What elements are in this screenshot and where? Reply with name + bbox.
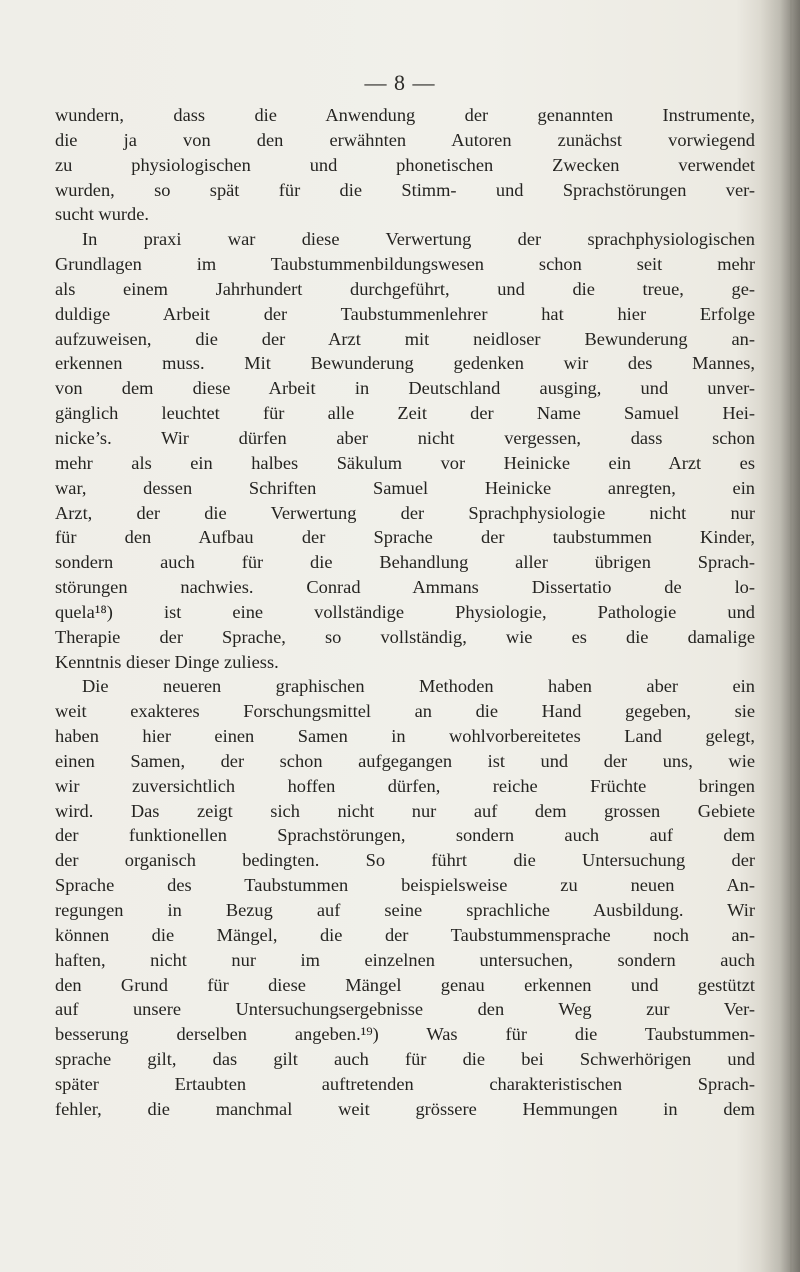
text-line: quela¹⁸) ist eine vollständige Physiologie, Pathologie und [55, 601, 755, 622]
text-line: den Grund für diese Mängel genau erkennen und gestützt [55, 974, 755, 995]
text-line: für den Aufbau der Sprache der taubstummen Kinder, [55, 527, 755, 548]
text-line: sondern auch für die Behandlung aller übrigen Sprach- [55, 552, 755, 573]
paragraph-start-line: Die neueren graphischen Methoden haben aber ein [82, 676, 755, 697]
text-line: erkennen muss. Mit Bewunderung gedenken wir des Mannes, [55, 353, 755, 374]
text-line: besserung derselben angeben.¹⁹) Was für die Taubstummen- [55, 1024, 755, 1045]
text-line: Grundlagen im Taubstummenbildungswesen schon seit mehr [55, 254, 755, 275]
text-line: wundern, dass die Anwendung der genannten Instrumente, [55, 105, 755, 125]
text-line: regungen in Bezug auf seine sprachliche Ausbildung. Wir [55, 900, 755, 920]
text-line: die ja von den erwähnten Autoren zunächst vorwiegend [55, 129, 755, 150]
text-line: störungen nachwies. Conrad Ammans Dissertatio de lo- [55, 577, 755, 598]
text-line: weit exakteres Forschungsmittel an die Hand gegeben, sie [55, 701, 755, 722]
text-line: Kenntnis dieser Dinge zuliess. [55, 651, 279, 672]
text-line: wurden, so spät für die Stimm- und Sprachstörungen ver- [55, 179, 755, 200]
text-line: aufzuweisen, die der Arzt mit neidloser Bewunderung an- [55, 328, 755, 349]
text-line: von dem diese Arbeit in Deutschland ausging, und unver- [55, 378, 755, 399]
text-line: sucht wurde. [55, 204, 149, 225]
paragraph-start-line: In praxi war diese Verwertung der sprachphysiologischen [82, 229, 755, 250]
text-line: der organisch bedingten. So führt die Untersuchung der [55, 850, 755, 871]
text-line: auf unsere Untersuchungsergebnisse den Weg zur Ver- [55, 999, 755, 1020]
text-line: wird. Das zeigt sich nicht nur auf dem grossen Gebiete [55, 800, 755, 821]
text-line: Arzt, der die Verwertung der Sprachphysiologie nicht nur [55, 502, 755, 523]
text-line: können die Mängel, die der Taubstummensprache noch an- [55, 924, 755, 945]
text-line: haben hier einen Samen in wohlvorbereitetes Land gelegt, [55, 726, 755, 747]
text-line: fehler, die manchmal weit grössere Hemmungen in dem [55, 1098, 755, 1119]
text-line: einen Samen, der schon aufgegangen ist und der uns, wie [55, 750, 755, 771]
text-line: war, dessen Schriften Samuel Heinicke anregten, ein [55, 477, 755, 498]
text-line: nicke’s. Wir dürfen aber nicht vergessen, dass schon [55, 427, 755, 448]
text-line: gänglich leuchtet für alle Zeit der Name Samuel Hei- [55, 403, 755, 424]
page-edge-shadow [760, 0, 800, 1272]
text-line: sprache gilt, das gilt auch für die bei Schwerhörigen und [55, 1049, 755, 1070]
page-number: — 8 — [364, 70, 436, 95]
text-line: duldige Arbeit der Taubstummenlehrer hat hier Erfolge [55, 303, 755, 324]
text-line: wir zuversichtlich hoffen dürfen, reiche Früchte bringen [55, 775, 755, 796]
text-line: der funktionellen Sprachstörungen, sondern auch auf dem [55, 825, 755, 846]
text-line: Sprache des Taubstummen beispielsweise zu neuen An- [55, 875, 755, 896]
text-line: mehr als ein halbes Säkulum vor Heinicke ein Arzt es [55, 452, 755, 473]
text-line: haften, nicht nur im einzelnen untersuchen, sondern auch [55, 949, 755, 970]
text-line: als einem Jahrhundert durchgeführt, und die treue, ge- [55, 278, 755, 299]
text-line: Therapie der Sprache, so vollständig, wie es die damalige [55, 626, 755, 647]
text-line: später Ertaubten auftretenden charakteristischen Sprach- [55, 1073, 755, 1094]
page-edge-line [790, 0, 792, 1272]
text-line: zu physiologischen und phonetischen Zwecken verwendet [55, 154, 755, 175]
body-text [55, 103, 755, 1122]
